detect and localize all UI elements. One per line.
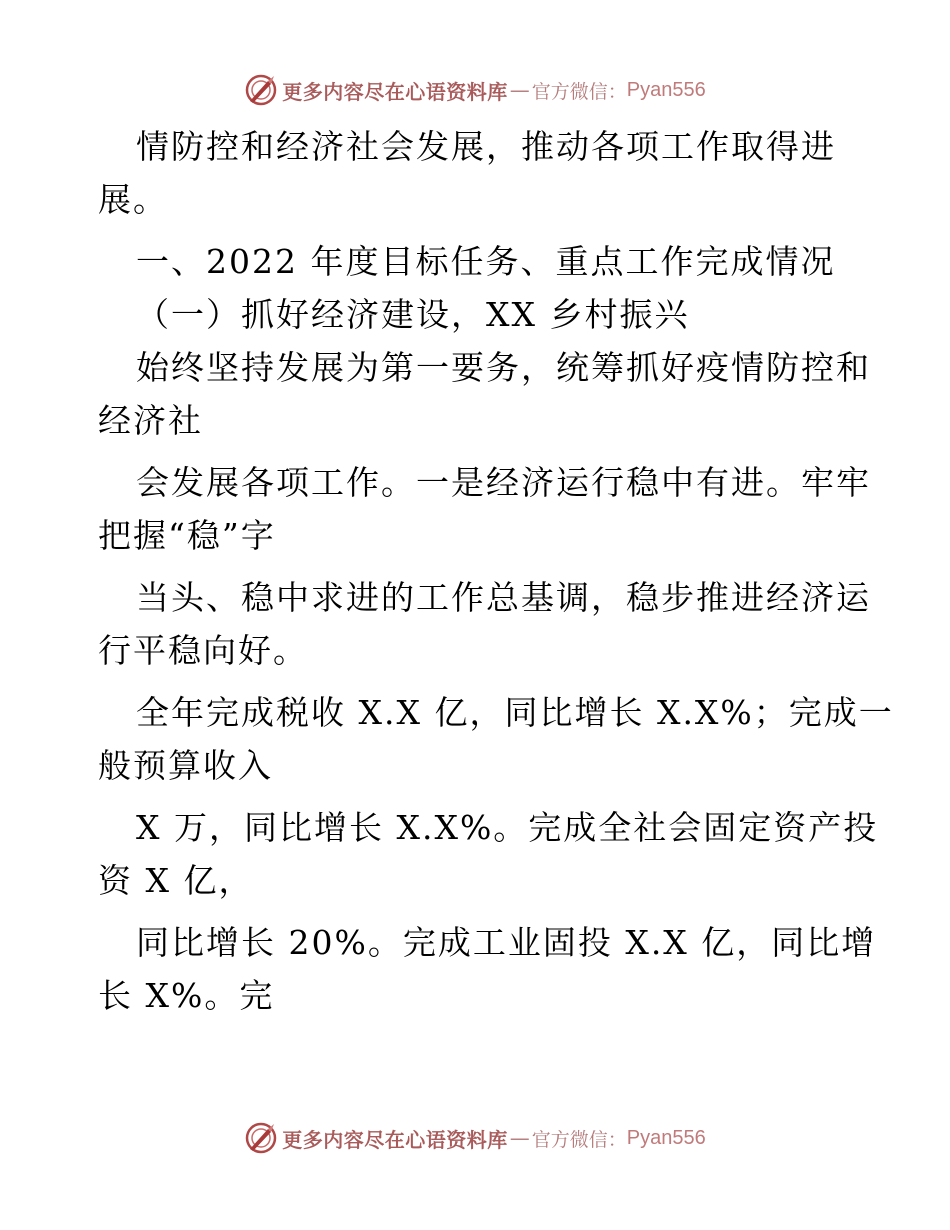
text-line: 展。 (98, 180, 168, 219)
paragraph (98, 916, 877, 1022)
text-line: 把握“稳”字 (98, 516, 276, 555)
subsection-heading (98, 288, 858, 341)
text-line: 同比增长 20%。完成工业固投 X.X 亿，同比增 (136, 923, 877, 962)
quill-logo-icon (244, 73, 278, 107)
text-line: 般预算收入 (98, 746, 273, 785)
text-line: 始终坚持发展为第一要务，统筹抓好疫情防控和 (136, 348, 871, 387)
watermark-dash: — (509, 1126, 530, 1150)
text-line: 行平稳向好。 (98, 631, 308, 670)
footer-watermark (0, 1118, 950, 1158)
watermark-contact-id: Pyan556 (626, 1126, 706, 1149)
paragraph (98, 120, 858, 226)
text-line: X 万，同比增长 X.X%。完成全社会固定资产投 (136, 808, 879, 847)
header-watermark (0, 70, 950, 110)
text-line: 资 X 亿， (98, 861, 254, 900)
watermark-brand: 更多内容尽在心语资料库 (282, 79, 508, 104)
paragraph (98, 686, 894, 792)
watermark-contact-label: 官方微信： (531, 80, 627, 103)
document-body (98, 120, 894, 1022)
watermark-contact-label: 官方微信： (531, 1128, 627, 1151)
watermark-brand: 更多内容尽在心语资料库 (282, 1127, 508, 1152)
text-line: 当头、稳中求进的工作总基调，稳步推进经济运 (136, 578, 871, 617)
paragraph (98, 801, 879, 907)
paragraph (98, 341, 871, 447)
text-line: 经济社 (98, 401, 203, 440)
quill-logo-icon (244, 1121, 278, 1155)
text-line: 长 X%。完 (98, 976, 275, 1015)
watermark-contact-id: Pyan556 (626, 78, 706, 101)
watermark-dash: — (509, 78, 530, 102)
text-line: 会发展各项工作。一是经济运行稳中有进。牢牢 (136, 463, 871, 502)
paragraph (98, 456, 871, 562)
text-line: 全年完成税收 X.X 亿，同比增长 X.X%；完成一 (136, 693, 894, 732)
paragraph (98, 571, 871, 677)
text-line: 一、2022 年度目标任务、重点工作完成情况 (136, 242, 836, 281)
text-line: （一）抓好经济建设，XX 乡村振兴 (136, 295, 690, 334)
text-line: 情防控和经济社会发展，推动各项工作取得进 (136, 127, 836, 166)
section-heading (98, 235, 858, 288)
